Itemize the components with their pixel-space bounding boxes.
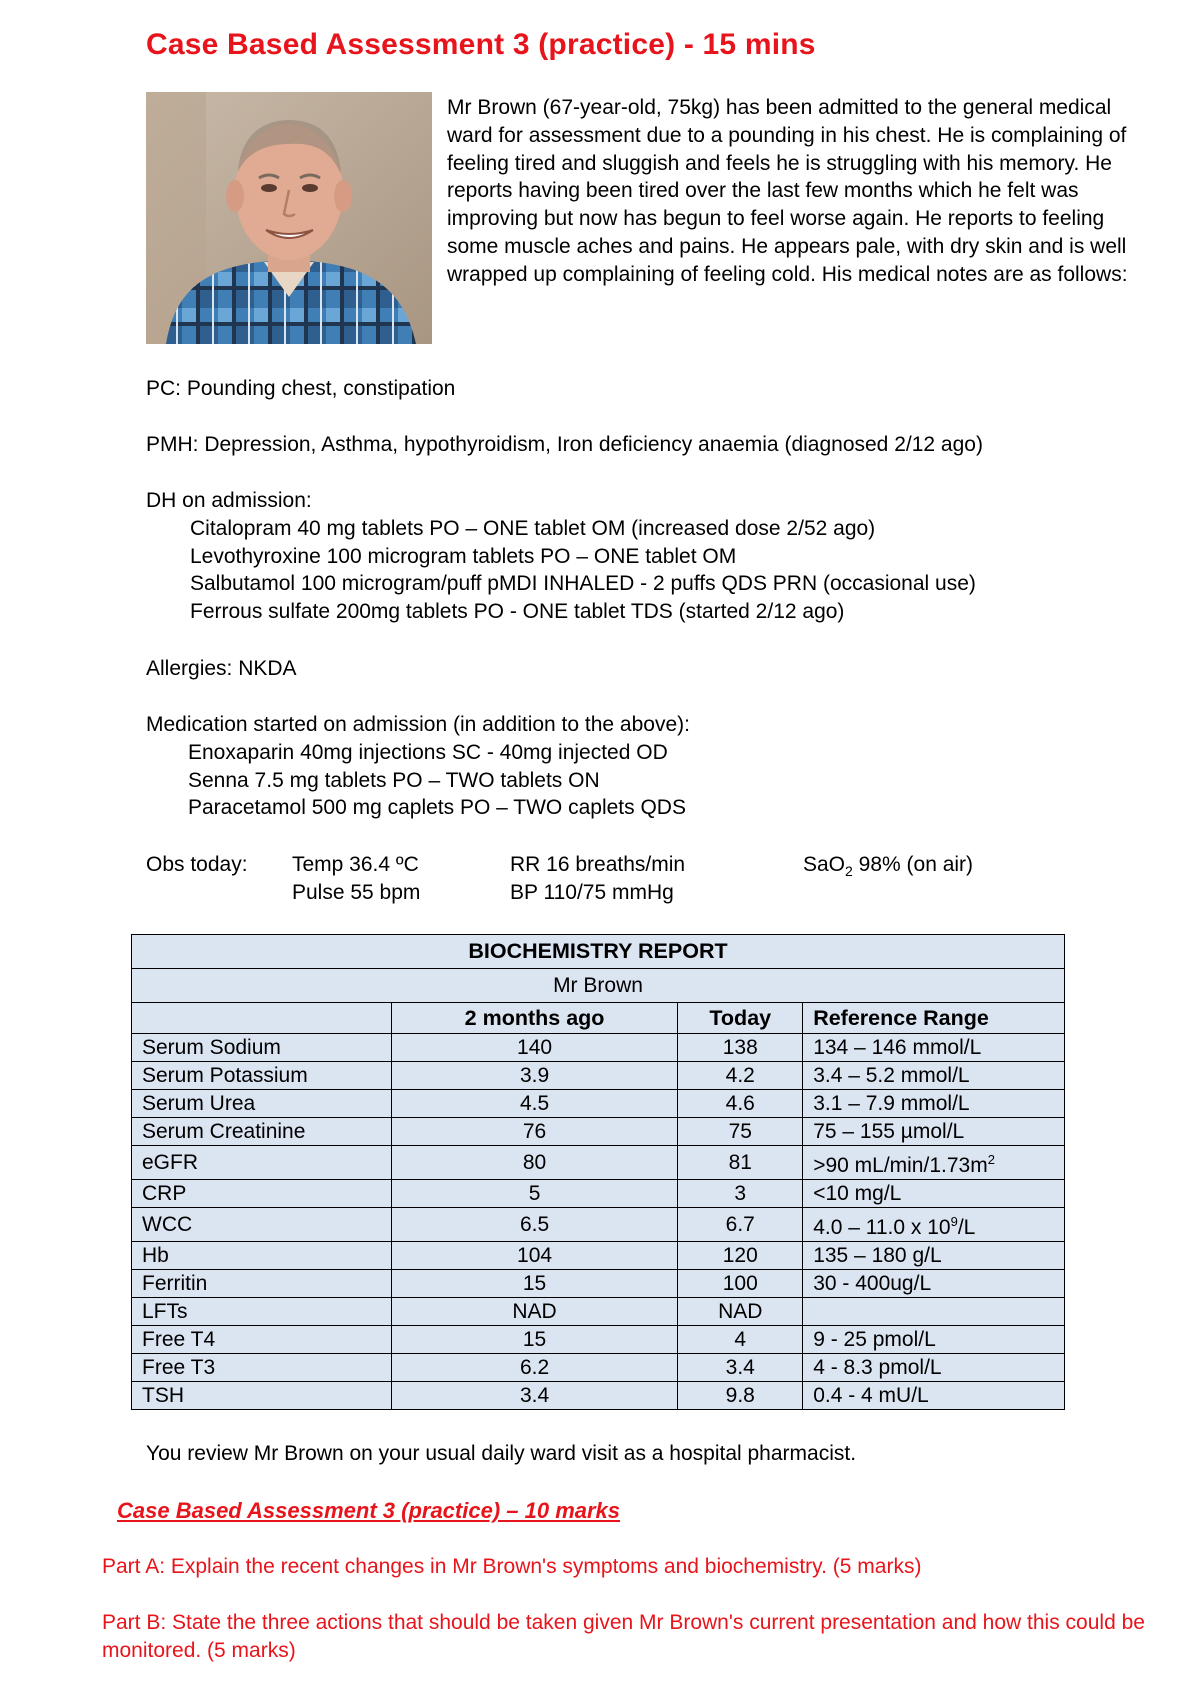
cell-test [132,1298,392,1326]
allergies: Allergies: NKDA [146,657,297,680]
medication-started [146,711,690,822]
presenting-complaint: PC: Pounding chest, constipation [146,377,456,400]
obs-bp: BP 110/75 mmHg [510,880,674,904]
cell-ref [803,1326,1065,1354]
table-row [132,1354,1065,1382]
cell-test-text: Hb [142,1244,169,1267]
cell-ref [803,1382,1065,1410]
table-row [132,1034,1065,1062]
cell-today-text: 100 [722,1272,758,1295]
cell-test [132,1208,392,1242]
medication-started-item: Senna 7.5 mg tablets PO – TWO tablets ON [188,768,600,792]
cell-prev [391,1326,678,1354]
table-row [132,1118,1065,1146]
cell-today-text: 81 [728,1151,752,1174]
cell-test [132,1062,392,1090]
cell-ref [803,1034,1065,1062]
table-row [132,1062,1065,1090]
cell-ref-text: <10 mg/L [813,1182,902,1205]
cell-prev [391,1180,678,1208]
cell-test-text: eGFR [142,1151,199,1174]
cell-prev [391,1062,678,1090]
cell-ref-tail: /L [957,1216,976,1239]
cell-ref-superscript: 2 [987,1152,995,1167]
biochemistry-rows [132,1034,1065,1410]
report-title: BIOCHEMISTRY REPORT [132,935,1065,969]
table-row [132,1382,1065,1410]
review-text: You review Mr Brown on your usual daily ward visit as a hospital pharmacist. [146,1442,857,1465]
cell-ref-text: 30 - 400ug/L [813,1272,932,1295]
cell-today-text: 9.8 [725,1384,755,1407]
cell-today [678,1270,803,1298]
obs-sao2-prefix: SaO [803,853,846,876]
drug-history-item: Ferrous sulfate 200mg tablets PO - ONE tablet TDS (started 2/12 ago) [190,600,845,624]
obs-label: Obs today: [146,853,248,876]
cell-today [678,1382,803,1410]
drug-history-item: Citalopram 40 mg tablets PO – ONE tablet OM (increased dose 2/52 ago) [190,516,876,540]
cell-prev-text: 80 [522,1151,547,1174]
cell-test-text: Ferritin [142,1272,208,1295]
question-part-a: Part A: Explain the recent changes in Mr Brown's symptoms and biochemistry. (5 marks) [102,1555,922,1578]
report-patient: Mr Brown [132,969,1065,1003]
cell-prev [391,1118,678,1146]
table-row [132,1298,1065,1326]
cell-test [132,1034,392,1062]
obs-pulse: Pulse 55 bpm [292,880,421,904]
drug-history-item: Levothyroxine 100 microgram tablets PO – ONE tablet OM [190,544,737,568]
medication-started-heading: Medication started on admission (in addition to the above): [146,713,690,736]
cell-today-text: 6.7 [725,1213,755,1236]
question-part-b: Part B: State the three actions that should be taken given Mr Brown's current presentation and how this could be monitored. (5 marks) [102,1611,1145,1662]
cell-ref-text: 3.1 – 7.9 mmol/L [813,1092,970,1115]
cell-test-text: Serum Potassium [142,1064,308,1087]
cell-ref [803,1298,1065,1326]
cell-prev [391,1034,678,1062]
medication-started-item: Paracetamol 500 mg caplets PO – TWO caplets QDS [188,796,686,820]
table-row [132,1180,1065,1208]
biochemistry-table [131,934,1065,1410]
table-row [132,1326,1065,1354]
cell-today-text: NAD [718,1300,763,1323]
cell-ref-text: 9 - 25 pmol/L [813,1328,936,1351]
cell-test-text: CRP [142,1182,187,1205]
cell-prev-text: 15 [522,1328,547,1351]
cell-prev [391,1242,678,1270]
cell-ref [803,1180,1065,1208]
cell-prev-text: 104 [517,1244,553,1267]
obs-rr: RR 16 breaths/min [510,853,686,876]
cell-today-text: 4.6 [725,1092,755,1115]
cell-test-text: Serum Urea [142,1092,256,1115]
obs-col-2 [510,851,685,907]
table-row [132,1270,1065,1298]
col-header-today: Today [678,1003,803,1034]
cell-today [678,1062,803,1090]
cell-today [678,1118,803,1146]
cell-prev [391,1208,678,1242]
drug-history-item: Salbutamol 100 microgram/puff pMDI INHALED - 2 puffs QDS PRN (occasional use) [190,572,976,596]
obs-sao2 [803,851,973,886]
cell-today [678,1146,803,1180]
cell-test [132,1180,392,1208]
cell-ref-text: 0.4 - 4 mU/L [813,1384,929,1407]
cell-ref [803,1118,1065,1146]
patient-photo [146,92,432,344]
cell-ref [803,1354,1065,1382]
col-header-ref: Reference Range [803,1003,1065,1034]
cell-prev [391,1270,678,1298]
past-medical-history: PMH: Depression, Asthma, hypothyroidism, Iron deficiency anaemia (diagnosed 2/12 ago) [146,433,983,456]
cell-prev [391,1146,678,1180]
question-title: Case Based Assessment 3 (practice) – 10 marks [117,1498,621,1523]
cell-today-text: 75 [728,1120,752,1143]
cell-prev [391,1298,678,1326]
obs-sao2-sub: 2 [845,863,853,880]
cell-today [678,1298,803,1326]
cell-today [678,1242,803,1270]
cell-prev-text: 140 [517,1036,553,1059]
table-row [132,1146,1065,1180]
table-row [132,1208,1065,1242]
cell-ref-text: 75 – 155 µmol/L [813,1120,965,1143]
cell-prev-text: NAD [512,1300,557,1323]
cell-test [132,1382,392,1410]
cell-ref [803,1208,1065,1242]
cell-today [678,1034,803,1062]
cell-ref-superscript: 9 [950,1214,958,1229]
cell-test [132,1242,392,1270]
cell-today [678,1180,803,1208]
cell-prev-text: 76 [522,1120,547,1143]
cell-ref [803,1062,1065,1090]
cell-test-text: LFTs [142,1300,188,1323]
cell-ref [803,1270,1065,1298]
cell-today-text: 4.2 [725,1064,755,1087]
cell-test [132,1090,392,1118]
cell-test [132,1270,392,1298]
col-header-prev: 2 months ago [391,1003,678,1034]
cell-test [132,1118,392,1146]
cell-test-text: Free T4 [142,1328,216,1351]
cell-prev-text: 3.4 [519,1384,550,1407]
cell-test-text: TSH [142,1384,184,1407]
cell-test [132,1326,392,1354]
cell-test-text: WCC [142,1213,193,1236]
col-header-test [132,1003,392,1034]
cell-test [132,1146,392,1180]
cell-today-text: 120 [722,1244,758,1267]
cell-prev-text: 6.2 [519,1356,550,1379]
obs-col-1 [292,851,420,907]
cell-prev-text: 15 [522,1272,547,1295]
cell-today [678,1326,803,1354]
table-row [132,1242,1065,1270]
cell-today-text: 3.4 [725,1356,755,1379]
drug-history [146,487,976,626]
cell-ref [803,1146,1065,1180]
cell-test-text: Free T3 [142,1356,216,1379]
cell-ref [803,1090,1065,1118]
obs-temp: Temp 36.4 ºC [292,853,419,876]
cell-prev [391,1090,678,1118]
cell-test-text: Serum Creatinine [142,1120,306,1143]
cell-today-text: 3 [734,1182,747,1205]
cell-today-text: 138 [722,1036,758,1059]
table-row [132,1090,1065,1118]
cell-prev-text: 5 [528,1182,541,1205]
cell-prev [391,1382,678,1410]
cell-test [132,1354,392,1382]
case-intro: Mr Brown (67-year-old, 75kg) has been admitted to the general medical ward for assessment due to a pounding in his chest. He is complaining of feeling tired and sluggish and feels he is struggling with his memory. He reports having been tired over the last few months which he felt was improving but now has begun to feel worse again. He reports to feeling some muscle aches and pains. He appears pale, with dry skin and is well wrapped up complaining of feeling cold. His medical notes are as follows: [447,96,1128,286]
cell-ref [803,1242,1065,1270]
obs-sao2-value: 98% (on air) [852,853,974,876]
cell-today-text: 4 [734,1328,747,1351]
cell-ref-text: 135 – 180 g/L [813,1244,942,1267]
cell-ref-text: >90 mL/min/1.73m [813,1154,988,1177]
cell-prev [391,1354,678,1382]
drug-history-heading: DH on admission: [146,489,312,512]
cell-ref-text: 134 – 146 mmol/L [813,1036,982,1059]
cell-prev-text: 3.9 [519,1064,550,1087]
cell-test-text: Serum Sodium [142,1036,281,1059]
cell-ref-text: 3.4 – 5.2 mmol/L [813,1064,970,1087]
cell-prev-text: 4.5 [519,1092,550,1115]
cell-today [678,1090,803,1118]
cell-today [678,1208,803,1242]
cell-prev-text: 6.5 [519,1213,550,1236]
cell-ref-text: 4 - 8.3 pmol/L [813,1356,942,1379]
medication-started-item: Enoxaparin 40mg injections SC - 40mg injected OD [188,740,668,764]
cell-ref-text: 4.0 – 11.0 x 10 [813,1216,951,1239]
cell-today [678,1354,803,1382]
page-title: Case Based Assessment 3 (practice) - 15 mins [146,28,816,61]
